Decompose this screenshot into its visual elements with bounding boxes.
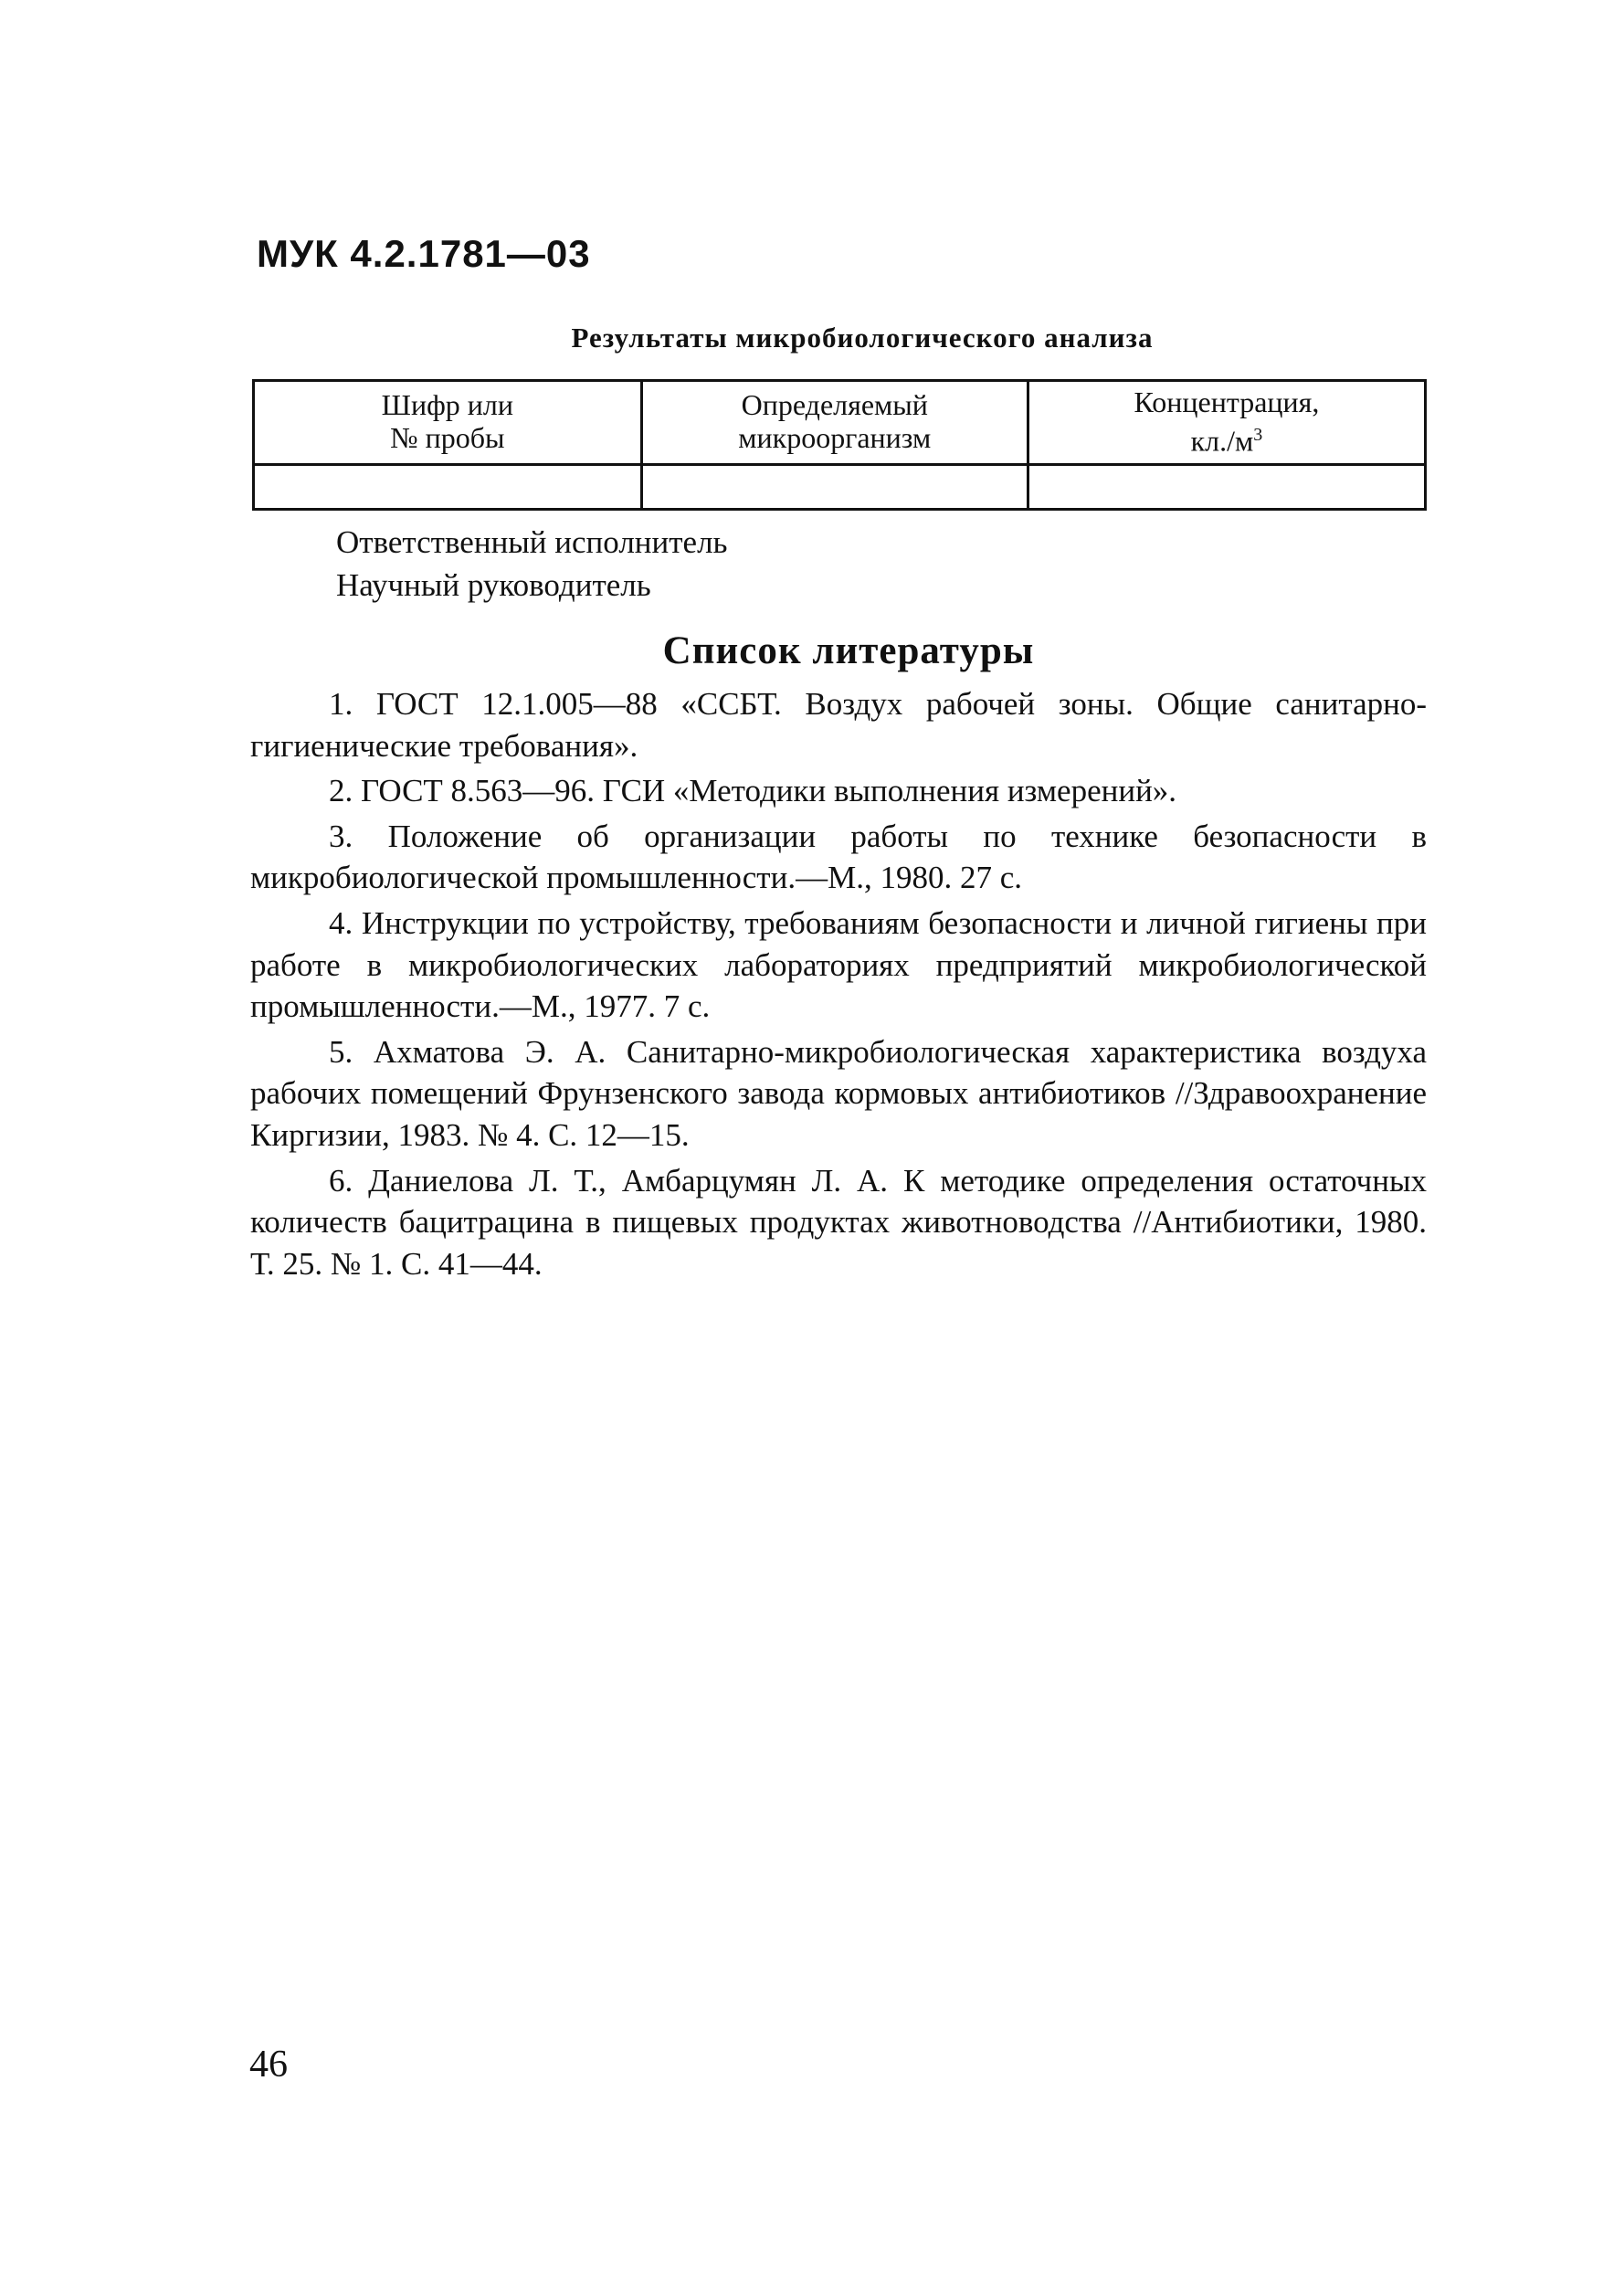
reference-item: 3. Положение об организации работы по технике безопасности в микробиологической промышленности.—М., 1980. 27 с. xyxy=(250,818,1427,896)
scientific-supervisor-label: Научный руководитель xyxy=(336,567,651,603)
table-caption: Результаты микробиологического анализа xyxy=(571,322,1154,354)
results-table xyxy=(252,379,1427,511)
column-header-sample-code: Шифр или № пробы xyxy=(254,381,642,465)
responsible-executor-label: Ответственный исполнитель xyxy=(336,524,728,560)
table-cell xyxy=(1028,464,1425,509)
page-number: 46 xyxy=(249,2044,288,2086)
column-header-microorganism: Определяемый микроорганизм xyxy=(641,381,1028,465)
reference-item: 6. Даниелова Л. Т., Амбарцумян Л. А. К методике определения остаточных количеств бацитрацина в пищевых продуктах животноводства //Антибиотики, 1980. Т. 25. № 1. С. 41—44. xyxy=(250,1162,1427,1282)
references-list xyxy=(250,683,1427,1288)
table-cell xyxy=(254,464,642,509)
literature-title: Список литературы xyxy=(662,629,1035,672)
reference-item: 2. ГОСТ 8.563—96. ГСИ «Методики выполнения измерений». xyxy=(329,773,1177,809)
reference-item: 4. Инструкции по устройству, требованиям безопасности и личной гигиены при работе в микробиологических лабораториях предприятий микробиологической промышленности.—М., 1977. 7 с. xyxy=(250,904,1427,1025)
reference-item: 5. Ахматова Э. А. Санитарно-микробиологическая характеристика воздуха рабочих помещений Фрунзенского завода кормовых антибиотиков //Здравоохранение Киргизии, 1983. № 4. С. 12—15. xyxy=(250,1033,1427,1153)
table-row xyxy=(254,464,1426,509)
document-code: МУК 4.2.1781—03 xyxy=(257,232,591,275)
table-cell xyxy=(641,464,1028,509)
reference-item: 1. ГОСТ 12.1.005—88 «ССБТ. Воздух рабочей зоны. Общие санитарно-гигиенические требования». xyxy=(250,686,1427,764)
column-header-concentration: Концентрация, $кл./м^3$ xyxy=(1028,381,1425,465)
table-header-row xyxy=(254,381,1426,465)
